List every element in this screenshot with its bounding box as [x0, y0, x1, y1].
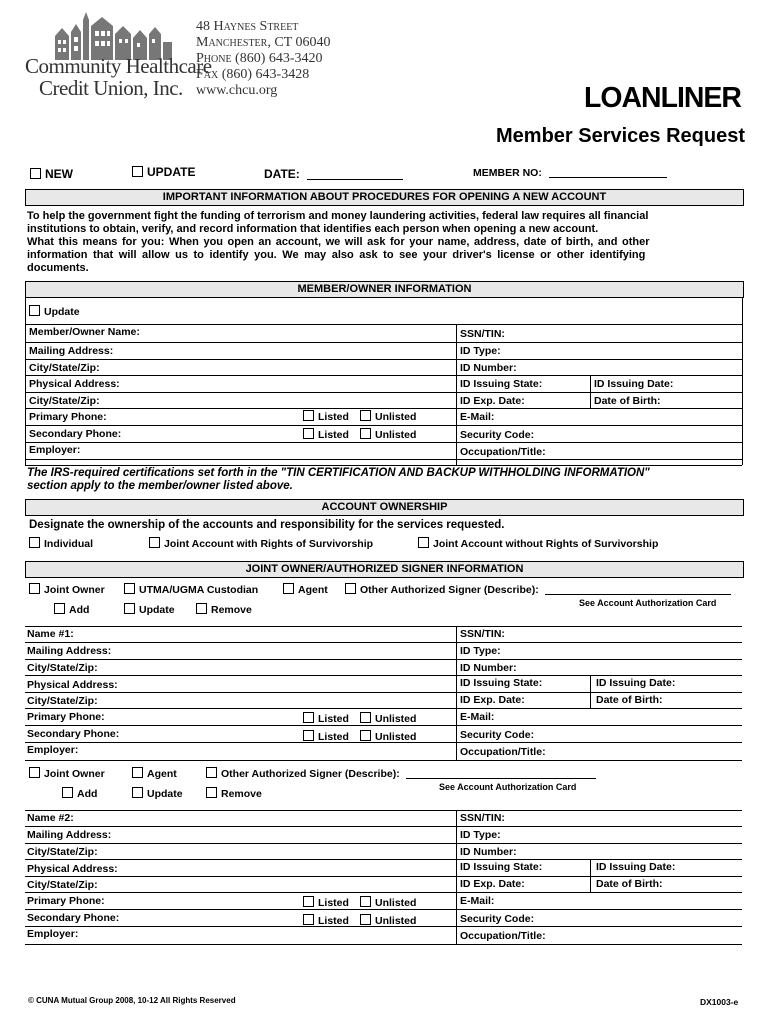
see-authorization-card-note: See Account Authorization Card [439, 782, 577, 792]
id-issuing-state-label[interactable]: ID Issuing State: [460, 378, 543, 390]
checkbox-box[interactable] [360, 730, 371, 741]
id-type-label[interactable]: ID Type: [460, 829, 501, 841]
name1-label[interactable]: Name #1: [27, 628, 74, 640]
checkbox-box[interactable] [303, 730, 314, 741]
mailing-address-label[interactable]: Mailing Address: [27, 645, 112, 657]
member-no-field[interactable] [473, 167, 667, 179]
employer-label[interactable]: Employer: [27, 744, 79, 756]
add-label: Add [69, 604, 90, 616]
agent-checkbox[interactable] [283, 583, 328, 596]
important-line: What this means for you: When you open an account, we will ask for your name, address, date of birth, and other [27, 236, 650, 248]
agent-label: Agent [298, 584, 328, 596]
joint-owner-label: Joint Owner [44, 584, 105, 596]
member-no-input-line[interactable] [549, 177, 667, 178]
town-skyline-icon [53, 12, 173, 60]
checkbox-box[interactable] [360, 914, 371, 925]
primary-unlisted-checkbox[interactable] [360, 896, 416, 909]
joint-owner-checkbox[interactable] [29, 767, 105, 780]
unlisted-label: Unlisted [375, 429, 417, 441]
security-code-label[interactable]: Security Code: [460, 729, 535, 741]
email-label[interactable]: E-Mail: [460, 411, 495, 423]
new-checkbox-box[interactable] [30, 168, 41, 179]
address-street: 48 Haynes Street [196, 19, 299, 34]
ownership-instruction: Designate the ownership of the accounts and responsibility for the services requested. [29, 519, 505, 531]
id-type-label[interactable]: ID Type: [460, 645, 501, 657]
remove-label: Remove [221, 788, 262, 800]
listed-label: Listed [318, 411, 349, 423]
checkbox-box[interactable] [149, 537, 160, 548]
update-signer-checkbox[interactable] [124, 603, 175, 616]
checkbox-box[interactable] [360, 712, 371, 723]
checkbox-box[interactable] [303, 410, 314, 421]
primary-listed-checkbox[interactable] [303, 410, 349, 423]
checkbox-box[interactable] [206, 787, 217, 798]
individual-checkbox[interactable] [29, 537, 93, 550]
ssn-tin-label[interactable]: SSN/TIN: [460, 628, 505, 640]
joint-without-survivorship-checkbox[interactable] [418, 537, 658, 550]
listed-label: Listed [318, 897, 349, 909]
other-signer-input-line[interactable] [545, 594, 731, 595]
checkbox-box[interactable] [345, 583, 356, 594]
id-issuing-state-label[interactable]: ID Issuing State: [460, 677, 543, 689]
member-update-label: Update [44, 306, 80, 318]
remove-checkbox[interactable] [196, 603, 252, 616]
unlisted-label: Unlisted [375, 897, 417, 909]
physical-address-label[interactable]: Physical Address: [27, 863, 118, 875]
irs-line: The IRS-required certifications set forth in the "TIN CERTIFICATION AND BACKUP WITHHOLDING INFORMATION" [27, 467, 650, 479]
id-number-label[interactable]: ID Number: [460, 362, 517, 374]
irs-line: section apply to the member/owner listed above. [27, 480, 293, 492]
checkbox-box[interactable] [62, 787, 73, 798]
city-state-zip-label[interactable]: City/State/Zip: [29, 395, 100, 407]
update-checkbox[interactable] [132, 165, 195, 179]
unlisted-label: Unlisted [375, 713, 417, 725]
important-line: institutions to obtain, verify, and record information that identifies each person when opening a new account. [27, 223, 599, 235]
listed-label: Listed [318, 713, 349, 725]
occupation-title-label[interactable]: Occupation/Title: [460, 446, 546, 458]
primary-phone-label[interactable]: Primary Phone: [29, 411, 107, 423]
primary-phone-label[interactable]: Primary Phone: [27, 711, 105, 723]
primary-phone-label[interactable]: Primary Phone: [27, 895, 105, 907]
other-signer-label: Other Authorized Signer (Describe): [360, 584, 539, 596]
ssn-tin-label[interactable]: SSN/TIN: [460, 812, 505, 824]
checkbox-box[interactable] [303, 914, 314, 925]
joint-owner-checkbox[interactable] [29, 583, 105, 596]
id-issuing-state-label[interactable]: ID Issuing State: [460, 861, 543, 873]
occupation-title-label[interactable]: Occupation/Title: [460, 930, 546, 942]
unlisted-label: Unlisted [375, 411, 417, 423]
utma-label: UTMA/UGMA Custodian [139, 584, 259, 596]
checkbox-box[interactable] [418, 537, 429, 548]
id-exp-date-label[interactable]: ID Exp. Date: [460, 694, 525, 706]
date-field[interactable] [264, 167, 403, 181]
member-owner-name-label[interactable]: Member/Owner Name: [29, 326, 140, 338]
update-signer-label: Update [147, 788, 183, 800]
member-update-box[interactable] [29, 305, 40, 316]
update-signer-label: Update [139, 604, 175, 616]
checkbox-box[interactable] [132, 787, 143, 798]
remove-label: Remove [211, 604, 252, 616]
primary-listed-checkbox[interactable] [303, 896, 349, 909]
id-number-label[interactable]: ID Number: [460, 662, 517, 674]
city-state-zip-label[interactable]: City/State/Zip: [27, 662, 98, 674]
update-label: UPDATE [147, 165, 196, 179]
important-info-text [27, 210, 741, 275]
update-signer-checkbox[interactable] [132, 787, 183, 800]
address-city: Manchester, CT 06040 [196, 35, 331, 50]
primary-unlisted-checkbox[interactable] [360, 712, 416, 725]
secondary-unlisted-checkbox[interactable] [360, 428, 416, 441]
important-info-header: IMPORTANT INFORMATION ABOUT PROCEDURES FOR OPENING A NEW ACCOUNT [25, 189, 744, 206]
loanliner-logo: LOANLINER [584, 82, 741, 114]
checkbox-box[interactable] [303, 428, 314, 439]
checkbox-box[interactable] [303, 896, 314, 907]
other-signer-checkbox[interactable] [345, 583, 731, 596]
checkbox-box[interactable] [124, 583, 135, 594]
important-line: To help the government fight the funding of terrorism and money laundering activities, federal law requires all financial [27, 210, 649, 222]
joint-without-label: Joint Account without Rights of Survivorship [433, 538, 659, 550]
employer-label[interactable]: Employer: [27, 928, 79, 940]
org-name-line2: Credit Union, Inc. [39, 76, 183, 100]
mailing-address-label[interactable]: Mailing Address: [27, 829, 112, 841]
checkbox-box[interactable] [124, 603, 135, 614]
joint-owner-label: Joint Owner [44, 768, 105, 780]
id-exp-date-label[interactable]: ID Exp. Date: [460, 878, 525, 890]
employer-label[interactable]: Employer: [29, 444, 81, 456]
update-checkbox-box[interactable] [132, 166, 143, 177]
new-checkbox[interactable] [30, 167, 73, 181]
secondary-phone-label[interactable]: Secondary Phone: [27, 912, 120, 924]
checkbox-box[interactable] [206, 767, 217, 778]
ssn-tin-label[interactable]: SSN/TIN: [460, 328, 505, 340]
date-of-birth-label[interactable]: Date of Birth: [594, 395, 661, 407]
checkbox-box[interactable] [29, 767, 40, 778]
account-ownership-header: ACCOUNT OWNERSHIP [25, 499, 744, 516]
checkbox-box[interactable] [196, 603, 207, 614]
add-label: Add [77, 788, 98, 800]
id-issuing-date-label[interactable]: ID Issuing Date: [596, 677, 676, 689]
other-signer-label: Other Authorized Signer (Describe): [221, 768, 400, 780]
checkbox-box[interactable] [54, 603, 65, 614]
primary-listed-checkbox[interactable] [303, 712, 349, 725]
add-checkbox[interactable] [54, 603, 89, 616]
id-exp-date-label[interactable]: ID Exp. Date: [460, 395, 525, 407]
secondary-phone-label[interactable]: Secondary Phone: [29, 428, 122, 440]
city-state-zip-label[interactable]: City/State/Zip: [27, 846, 98, 858]
form-title: Member Services Request [496, 125, 746, 147]
id-number-label[interactable]: ID Number: [460, 846, 517, 858]
joint-owner-header: JOINT OWNER/AUTHORIZED SIGNER INFORMATION [25, 561, 744, 578]
copyright-footer: © CUNA Mutual Group 2008, 10-12 All Rights Reserved [28, 996, 236, 1005]
org-address-block [196, 19, 330, 99]
member-no-label: MEMBER NO: [473, 167, 542, 179]
other-signer-checkbox[interactable] [206, 767, 596, 780]
important-line: information that will allow us to identify you. We may also ask to see your driver's license or other identifying [27, 249, 646, 261]
email-label[interactable]: E-Mail: [460, 711, 495, 723]
physical-address-label[interactable]: Physical Address: [27, 679, 118, 691]
agent-label: Agent [147, 768, 177, 780]
agent-checkbox[interactable] [132, 767, 177, 780]
id-type-label[interactable]: ID Type: [460, 345, 501, 357]
physical-address-label[interactable]: Physical Address: [29, 378, 120, 390]
listed-label: Listed [318, 429, 349, 441]
city-state-zip-label[interactable]: City/State/Zip: [27, 695, 98, 707]
date-of-birth-label[interactable]: Date of Birth: [596, 694, 663, 706]
checkbox-box[interactable] [360, 428, 371, 439]
individual-label: Individual [44, 538, 94, 550]
name2-label[interactable]: Name #2: [27, 812, 74, 824]
important-line: documents. [27, 262, 89, 274]
date-label: DATE: [264, 167, 300, 181]
mailing-address-label[interactable]: Mailing Address: [29, 345, 114, 357]
joint-with-survivorship-checkbox[interactable] [149, 537, 373, 550]
remove-checkbox[interactable] [206, 787, 262, 800]
checkbox-box[interactable] [360, 410, 371, 421]
checkbox-box[interactable] [29, 583, 40, 594]
member-owner-header: MEMBER/OWNER INFORMATION [25, 281, 744, 298]
primary-unlisted-checkbox[interactable] [360, 410, 416, 423]
joint-with-label: Joint Account with Rights of Survivorship [164, 538, 374, 550]
address-website: www.chcu.org [196, 83, 278, 98]
email-label[interactable]: E-Mail: [460, 895, 495, 907]
security-code-label[interactable]: Security Code: [460, 429, 535, 441]
see-authorization-card-note: See Account Authorization Card [579, 598, 717, 608]
add-checkbox[interactable] [62, 787, 97, 800]
city-state-zip-label[interactable]: City/State/Zip: [29, 362, 100, 374]
address-fax: Fax (860) 643-3428 [196, 67, 310, 82]
new-label: NEW [45, 167, 73, 181]
other-signer-input-line[interactable] [406, 778, 596, 779]
unlisted-label: Unlisted [375, 915, 417, 927]
city-state-zip-label[interactable]: City/State/Zip: [27, 879, 98, 891]
secondary-phone-label[interactable]: Secondary Phone: [27, 728, 120, 740]
listed-label: Listed [318, 731, 349, 743]
utma-ugma-checkbox[interactable] [124, 583, 258, 596]
listed-label: Listed [318, 915, 349, 927]
checkbox-box[interactable] [283, 583, 294, 594]
org-name-line1: Community Healthcare [25, 54, 212, 78]
checkbox-box[interactable] [132, 767, 143, 778]
form-code: DX1003-e [700, 997, 739, 1007]
checkbox-box[interactable] [303, 712, 314, 723]
checkbox-box[interactable] [29, 537, 40, 548]
secondary-listed-checkbox[interactable] [303, 428, 349, 441]
unlisted-label: Unlisted [375, 731, 417, 743]
member-update-checkbox[interactable] [29, 305, 80, 318]
id-issuing-date-label[interactable]: ID Issuing Date: [596, 861, 676, 873]
credit-union-logo [25, 12, 212, 102]
checkbox-box[interactable] [360, 896, 371, 907]
address-phone: Phone (860) 643-3420 [196, 51, 323, 66]
irs-certification-note [27, 467, 741, 493]
id-issuing-date-label[interactable]: ID Issuing Date: [594, 378, 674, 390]
date-input-line[interactable] [307, 179, 403, 180]
date-of-birth-label[interactable]: Date of Birth: [596, 878, 663, 890]
security-code-label[interactable]: Security Code: [460, 913, 535, 925]
occupation-title-label[interactable]: Occupation/Title: [460, 746, 546, 758]
